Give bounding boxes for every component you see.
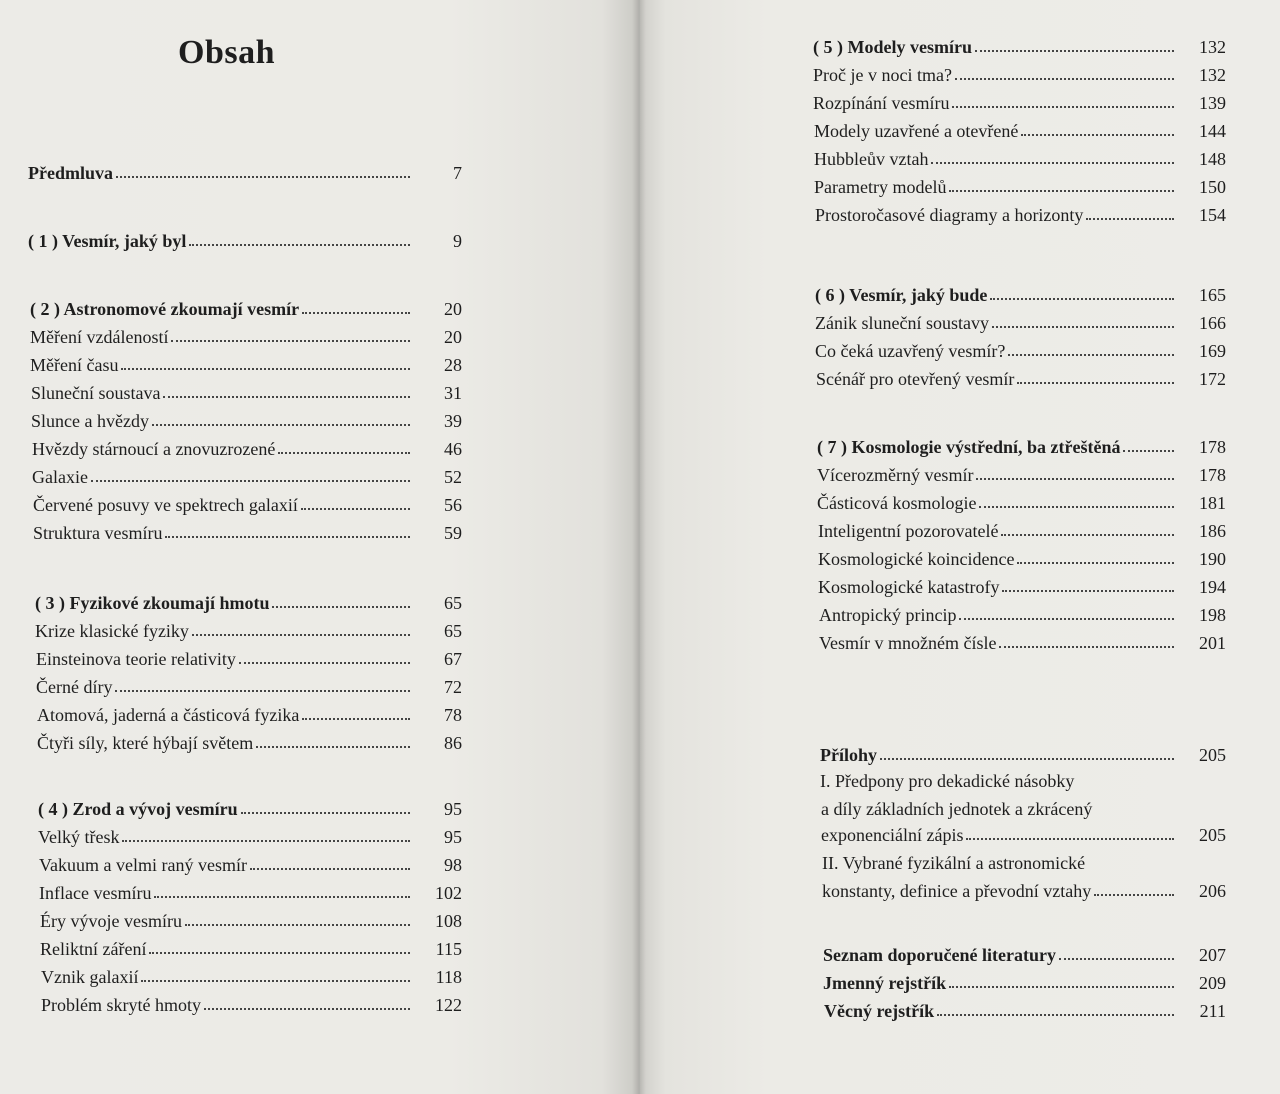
toc-page-number: 118 (435, 967, 462, 987)
dot-leader (1017, 378, 1174, 384)
toc-entry (33, 492, 462, 518)
toc-entry (817, 490, 1226, 516)
toc-page-number: 209 (1199, 973, 1226, 993)
dot-leader (979, 502, 1174, 508)
toc-entry-label: konstanty, definice a převodní vztahy (822, 881, 1092, 901)
toc-page-number: 7 (453, 163, 462, 183)
dot-leader (165, 532, 410, 538)
toc-entry (819, 602, 1226, 628)
toc-entry (818, 574, 1226, 600)
dot-leader (115, 686, 410, 692)
toc-entry (815, 202, 1226, 228)
toc-entry (41, 992, 462, 1018)
toc-entry-label: Zánik sluneční soustavy (815, 313, 989, 333)
toc-page-number: 186 (1199, 521, 1226, 541)
toc-entry-label: Hvězdy stárnoucí a znovuzrozené (32, 439, 276, 459)
toc-entry (814, 146, 1226, 172)
toc-entry-label: Vznik galaxií (41, 967, 139, 987)
toc-entry (821, 796, 1092, 822)
toc-page-number: 115 (435, 939, 462, 959)
toc-entry (39, 880, 462, 906)
toc-page-number: 95 (444, 799, 462, 819)
toc-entry (30, 352, 462, 378)
toc-entry-label: Co čeká uzavřený vesmír? (815, 341, 1006, 361)
toc-entry (32, 436, 462, 462)
toc-page-number: 65 (444, 593, 462, 613)
toc-entry (40, 936, 462, 962)
toc-entry (818, 518, 1226, 544)
dot-leader (1021, 130, 1174, 136)
dot-leader (154, 892, 410, 898)
dot-leader (880, 754, 1174, 760)
toc-entry-label: Einsteinova teorie relativity (36, 649, 236, 669)
toc-heading (824, 998, 1226, 1024)
toc-entry-label: Věcný rejstřík (824, 1001, 935, 1021)
toc-page-number: 98 (444, 855, 462, 875)
toc-page-number: 20 (444, 327, 462, 347)
dot-leader (152, 420, 410, 426)
toc-heading (823, 970, 1226, 996)
dot-leader (256, 742, 410, 748)
toc-page-number: 150 (1199, 177, 1226, 197)
toc-entry (816, 366, 1226, 392)
toc-entry-label: Červené posuvy ve spektrech galaxií (33, 495, 298, 515)
toc-heading (28, 160, 462, 186)
toc-entry (30, 324, 462, 350)
dot-leader (185, 920, 410, 926)
toc-page-number: 39 (444, 411, 462, 431)
dot-leader (966, 834, 1174, 840)
toc-entry-label: Rozpínání vesmíru (813, 93, 950, 113)
toc-entry (815, 338, 1226, 364)
toc-entry (813, 90, 1226, 116)
dot-leader (204, 1004, 410, 1010)
toc-page-number: 67 (444, 649, 462, 669)
toc-heading (823, 942, 1226, 968)
dot-leader (149, 948, 410, 954)
right-page (640, 0, 1280, 1094)
toc-heading (35, 590, 462, 616)
dot-leader (1094, 890, 1174, 896)
toc-entry (818, 546, 1226, 572)
dot-leader (992, 322, 1174, 328)
dot-leader (241, 808, 410, 814)
toc-page-number: 56 (444, 495, 462, 515)
toc-page-number: 9 (453, 231, 462, 251)
toc-page-number: 206 (1199, 881, 1226, 901)
dot-leader (1017, 558, 1174, 564)
toc-entry-label: Problém skryté hmoty (41, 995, 201, 1015)
toc-page-number: 201 (1199, 633, 1226, 653)
dot-leader (302, 714, 410, 720)
dot-leader (1002, 586, 1174, 592)
dot-leader (949, 186, 1174, 192)
toc-entry-label: Velký třesk (38, 827, 120, 847)
toc-page-number: 205 (1199, 745, 1226, 765)
toc-entry (39, 852, 462, 878)
dot-leader (931, 158, 1174, 164)
dot-leader (949, 982, 1174, 988)
toc-entry-label: ( 7 ) Kosmologie výstřední, ba ztřeštěná (817, 437, 1121, 457)
dot-leader (1008, 350, 1174, 356)
toc-entry (817, 462, 1226, 488)
dot-leader (163, 392, 410, 398)
dot-leader (121, 364, 410, 370)
toc-entry (40, 908, 462, 934)
toc-entry-label: Černé díry (36, 677, 113, 697)
toc-entry (822, 878, 1226, 904)
toc-page-number: 102 (435, 883, 462, 903)
toc-entry-label: ( 6 ) Vesmír, jaký bude (815, 285, 988, 305)
toc-entry-label: ( 5 ) Modely vesmíru (813, 37, 972, 57)
toc-entry (37, 730, 462, 756)
dot-leader (171, 336, 410, 342)
toc-entry (821, 822, 1226, 848)
book-gutter (632, 0, 646, 1094)
dot-leader (1001, 530, 1174, 536)
toc-page-number: 207 (1199, 945, 1226, 965)
toc-page-number: 122 (435, 995, 462, 1015)
toc-heading (817, 434, 1226, 460)
toc-page-number: 144 (1199, 121, 1226, 141)
dot-leader (999, 642, 1174, 648)
toc-entry (32, 464, 462, 490)
toc-entry-label: Inteligentní pozorovatelé (818, 521, 999, 541)
toc-entry (31, 408, 462, 434)
toc-entry (36, 646, 462, 672)
dot-leader (122, 836, 410, 842)
toc-page-number: 166 (1199, 313, 1226, 333)
dot-leader (91, 476, 410, 482)
toc-page-number: 72 (444, 677, 462, 697)
toc-page-number: 46 (444, 439, 462, 459)
toc-entry-label: Vakuum a velmi raný vesmír (39, 855, 247, 875)
toc-entry-label: Éry vývoje vesmíru (40, 911, 182, 931)
toc-entry-label: Proč je v noci tma? (813, 65, 952, 85)
toc-entry-label: ( 4 ) Zrod a vývoj vesmíru (38, 799, 238, 819)
dot-leader (192, 630, 410, 636)
toc-entry-label: I. Předpony pro dekadické násobky (820, 771, 1075, 791)
toc-entry-label: Předmluva (28, 163, 113, 183)
toc-entry (35, 618, 462, 644)
toc-entry-label: Sluneční soustava (31, 383, 161, 403)
toc-entry-label: Měření vzdáleností (30, 327, 169, 347)
toc-page-number: 59 (444, 523, 462, 543)
toc-page-number: 194 (1199, 577, 1226, 597)
toc-entry-label: Prostoročasové diagramy a horizonty (815, 205, 1084, 225)
dot-leader (1123, 446, 1174, 452)
toc-page-number: 139 (1199, 93, 1226, 113)
dot-leader (976, 474, 1174, 480)
dot-leader (937, 1010, 1174, 1016)
toc-entry-label: Scénář pro otevřený vesmír (816, 369, 1015, 389)
toc-entry-label: Inflace vesmíru (39, 883, 152, 903)
toc-page-number: 178 (1199, 437, 1226, 457)
toc-entry-label: Krize klasické fyziky (35, 621, 189, 641)
dot-leader (1086, 214, 1174, 220)
toc-entry-label: Modely uzavřené a otevřené (814, 121, 1019, 141)
toc-page-number: 148 (1199, 149, 1226, 169)
toc-entry-label: Antropický princip (819, 605, 957, 625)
toc-heading (28, 228, 462, 254)
toc-page-number: 20 (444, 299, 462, 319)
toc-page-number: 108 (435, 911, 462, 931)
toc-entry (814, 174, 1226, 200)
toc-page-number: 178 (1199, 465, 1226, 485)
toc-entry (814, 118, 1226, 144)
dot-leader (990, 294, 1174, 300)
toc-entry (41, 964, 462, 990)
toc-entry-label: Částicová kosmologie (817, 493, 977, 513)
toc-heading (30, 296, 462, 322)
toc-heading (820, 742, 1226, 768)
toc-entry-label: ( 2 ) Astronomové zkoumají vesmír (30, 299, 300, 319)
toc-entry-label: Reliktní záření (40, 939, 147, 959)
toc-entry-label: Atomová, jaderná a částicová fyzika (37, 705, 300, 725)
dot-leader (141, 976, 410, 982)
toc-heading (38, 796, 462, 822)
toc-page-number: 198 (1199, 605, 1226, 625)
toc-entry-label: ( 3 ) Fyzikové zkoumají hmotu (35, 593, 270, 613)
toc-page-number: 78 (444, 705, 462, 725)
dot-leader (959, 614, 1174, 620)
toc-entry-label: Přílohy (820, 745, 877, 765)
toc-entry (38, 824, 462, 850)
toc-entry (33, 520, 462, 546)
toc-entry-label: Seznam doporučené literatury (823, 945, 1056, 965)
toc-entry-label: Galaxie (32, 467, 88, 487)
toc-entry-label: Měření času (30, 355, 119, 375)
dot-leader (955, 74, 1174, 80)
dot-leader (302, 308, 410, 314)
dot-leader (250, 864, 410, 870)
toc-entry-label: exponenciální zápis (821, 825, 964, 845)
toc-page-number: 169 (1199, 341, 1226, 361)
toc-entry-label: Struktura vesmíru (33, 523, 163, 543)
toc-entry (815, 310, 1226, 336)
toc-page-number: 52 (444, 467, 462, 487)
toc-page-number: 154 (1199, 205, 1226, 225)
dot-leader (116, 172, 410, 178)
toc-entry-label: Čtyři síly, které hýbají světem (37, 733, 254, 753)
dot-leader (975, 46, 1174, 52)
toc-page-number: 95 (444, 827, 462, 847)
dot-leader (1059, 954, 1174, 960)
dot-leader (278, 448, 410, 454)
toc-entry-label: II. Vybrané fyzikální a astronomické (822, 853, 1086, 873)
toc-entry-label: Vesmír v množném čísle (819, 633, 997, 653)
dot-leader (239, 658, 410, 664)
toc-page-number: 65 (444, 621, 462, 641)
toc-page-number: 172 (1199, 369, 1226, 389)
toc-entry-label: a díly základních jednotek a zkrácený (821, 799, 1093, 819)
toc-entry-label: Kosmologické koincidence (818, 549, 1015, 569)
toc-entry-label: Hubbleův vztah (814, 149, 929, 169)
toc-page-number: 205 (1199, 825, 1226, 845)
toc-entry (813, 62, 1226, 88)
toc-heading (815, 282, 1226, 308)
dot-leader (952, 102, 1174, 108)
toc-entry-label: ( 1 ) Vesmír, jaký byl (28, 231, 187, 251)
toc-page-number: 86 (444, 733, 462, 753)
toc-entry-label: Parametry modelů (814, 177, 947, 197)
toc-entry (36, 674, 462, 700)
toc-page-number: 181 (1199, 493, 1226, 513)
toc-page-number: 165 (1199, 285, 1226, 305)
toc-entry (37, 702, 462, 728)
toc-page-number: 31 (444, 383, 462, 403)
toc-entry-label: Kosmologické katastrofy (818, 577, 1000, 597)
dot-leader (189, 240, 410, 246)
toc-entry-label: Jmenný rejstřík (823, 973, 947, 993)
dot-leader (301, 504, 410, 510)
toc-entry (820, 768, 1074, 794)
dot-leader (272, 602, 410, 608)
toc-entry-label: Slunce a hvězdy (31, 411, 149, 431)
toc-page-number: 211 (1199, 1001, 1226, 1021)
page-title: Obsah (178, 34, 275, 71)
toc-page-number: 190 (1199, 549, 1226, 569)
toc-page-number: 132 (1199, 65, 1226, 85)
toc-entry (31, 380, 462, 406)
toc-page-number: 28 (444, 355, 462, 375)
toc-heading (813, 34, 1226, 60)
toc-entry (819, 630, 1226, 656)
toc-entry (822, 850, 1085, 876)
toc-page-number: 132 (1199, 37, 1226, 57)
toc-entry-label: Vícerozměrný vesmír (817, 465, 974, 485)
